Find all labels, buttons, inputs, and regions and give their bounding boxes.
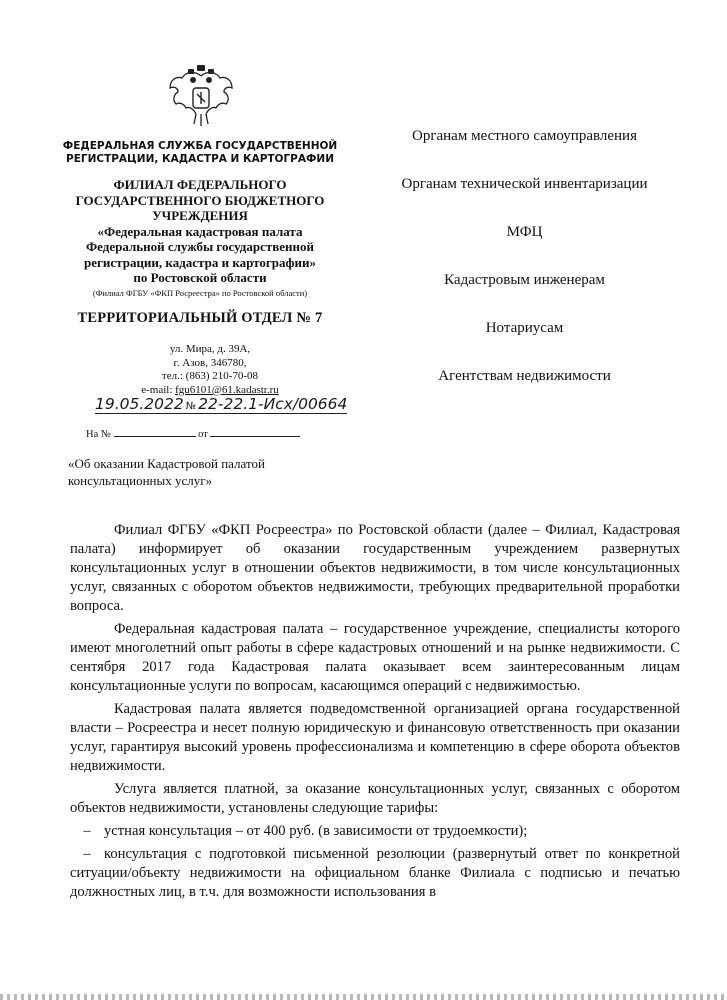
ref-number-label: На № xyxy=(86,429,111,440)
scan-edge xyxy=(0,994,727,1000)
branch-line: Федеральной службы государственной xyxy=(86,239,314,254)
email-label: e-mail: xyxy=(141,383,173,396)
outgoing-number: 22-22.1-Исх/00664 xyxy=(198,395,348,413)
body-paragraph: Федеральная кадастровая палата – государственное учреждение, специалисты которого имеют многолетний опыт работы в сфере кадастровых отношений и на рынке недвижимости. С сентября 2017 года Кадастровая палата оказывает всем заинтересованным лицам консультационные услуги по вопросам, касающимся операций с недвижимостью. xyxy=(70,621,680,694)
recipient: Агентствам недвижимости xyxy=(438,368,611,384)
branch-line: регистрации, кадастра и картографии» xyxy=(84,254,316,270)
recipient: МФЦ xyxy=(506,224,543,240)
subject-line: «Об оказании Кадастровой палатой xyxy=(68,456,265,471)
ref-number-blank xyxy=(114,427,196,437)
agency-line: РЕГИСТРАЦИИ, КАДАСТРА И КАРТОГРАФИИ xyxy=(66,153,334,165)
outgoing-date-number xyxy=(95,395,347,413)
recipient: Нотариусам xyxy=(485,320,564,336)
number-sign: № xyxy=(185,401,197,412)
outgoing-date: 19.05.2022 xyxy=(95,395,184,413)
branch-short-name: (Филиал ФГБУ «ФКП Росреестра» по Ростовской области) xyxy=(92,287,308,298)
body-paragraph: Филиал ФГБУ «ФКП Росреестра» по Ростовской области (далее – Филиал, Кадастровая палата) информирует об оказании государственным учреждением развернутых консультационных услуг в отношении объектов недвижимости, в том числе консультационных услуг, связанных с оборотом объектов недвижимости, требующих предварительной проработки вопроса. xyxy=(70,522,680,614)
body-paragraph: Кадастровая палата является подведомственной организацией органа государственной власти – Росреестра и несет полную юридическую и финансовую ответственность при оказании услуг, гарантируя высокий уровень профессионализма и компетенцию в сфере оборота объектов недвижимости. xyxy=(70,701,680,774)
recipient: Органам местного самоуправления xyxy=(412,128,637,144)
branch-line: «Федеральная кадастровая палата xyxy=(97,223,303,239)
agency-line: ФЕДЕРАЛЬНАЯ СЛУЖБА ГОСУДАРСТВЕННОЙ xyxy=(62,140,338,152)
department-title: ТЕРРИТОРИАЛЬНЫЙ ОТДЕЛ № 7 xyxy=(77,310,323,326)
subject-line: консультационных услуг» xyxy=(68,473,213,488)
underline xyxy=(95,413,347,414)
branch-line: ФИЛИАЛ ФЕДЕРАЛЬНОГО xyxy=(113,177,287,192)
address-line: ул. Мира, д. 39А, xyxy=(169,343,251,355)
recipient: Органам технической инвентаризации xyxy=(401,176,648,192)
letter-subject xyxy=(68,455,265,489)
agency-name xyxy=(60,140,340,166)
ref-from-label: от xyxy=(198,429,208,440)
address-block xyxy=(120,343,300,397)
branch-line: ГОСУДАРСТВЕННОГО БЮДЖЕТНОГО xyxy=(75,192,325,208)
letter-body xyxy=(70,521,680,906)
tariff-item xyxy=(70,845,680,902)
address-line: тел.: (863) 210-70-08 xyxy=(161,370,259,383)
branch-name xyxy=(60,177,340,300)
ref-date-blank xyxy=(210,427,300,437)
coat-of-arms-emblem-icon xyxy=(166,64,236,130)
body-paragraph: Услуга является платной, за оказание консультационных услуг, связанных с оборотом объектов недвижимости, установлены следующие тарифы: xyxy=(70,781,680,816)
branch-line: по Ростовской области xyxy=(133,270,267,285)
tariff-text: устная консультация – от 400 руб. (в зависимости от трудоемкости); xyxy=(104,823,528,839)
address-line: г. Азов, 346780, xyxy=(173,356,247,369)
recipient: Кадастровым инженерам xyxy=(444,272,605,288)
tariff-text: консультация с подготовкой письменной резолюции (развернутый ответ по конкретной ситуации/объекту недвижимости на официальном бланке Филиала с подписью и печатью должностных лиц, в т.ч. для возможности использования в xyxy=(70,846,680,900)
email-link[interactable]: fgu6101@61.kadastr.ru xyxy=(175,383,279,396)
list-dash: – xyxy=(83,846,91,862)
tariff-item xyxy=(70,822,680,841)
reference-line xyxy=(86,427,300,440)
list-dash: – xyxy=(83,823,91,839)
branch-line: УЧРЕЖДЕНИЯ xyxy=(152,208,248,223)
